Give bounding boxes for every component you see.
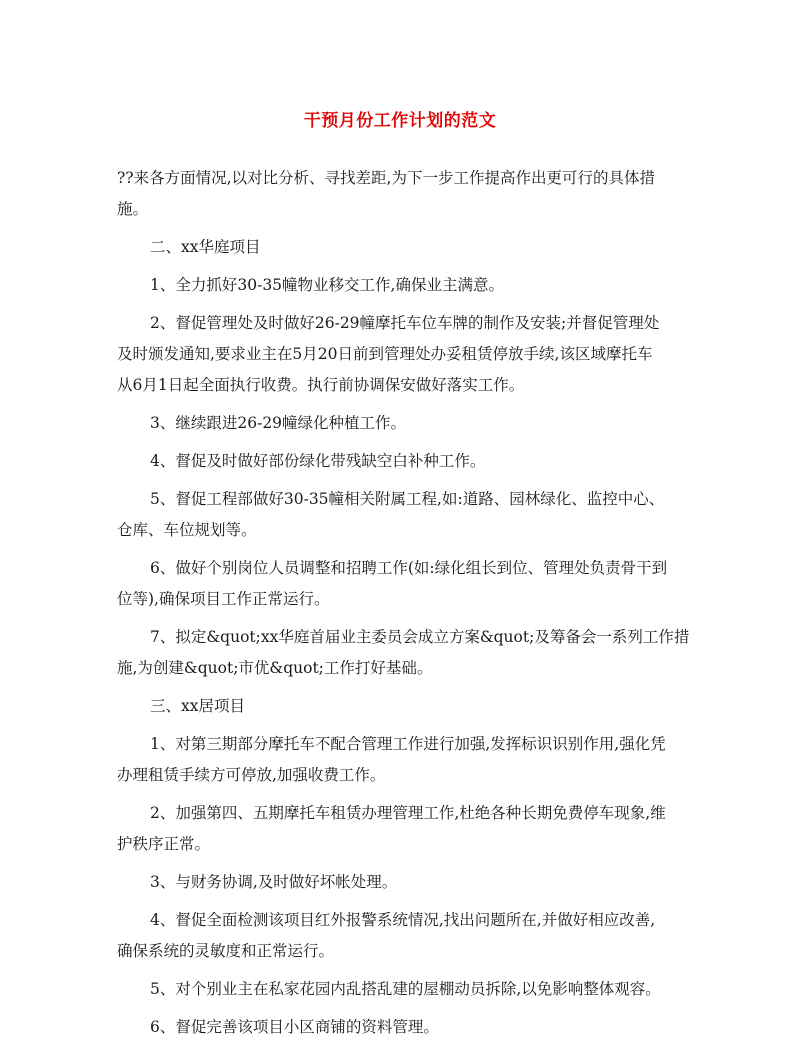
paragraph-line: 施,为创建&quot;市优&quot;工作打好基础。 [117,659,433,677]
list-item: 1、全力抓好30-35幢物业移交工作,确保业主满意。 [150,276,504,294]
list-item: 4、督促全面检测该项目红外报警系统情况,找出问题所在,并做好相应改善, [150,911,656,929]
list-item: 5、对个别业主在私家花园内乱搭乱建的屋棚动员拆除,以免影响整体观容。 [150,980,661,998]
list-item: 4、督促及时做好部份绿化带残缺空白补种工作。 [150,452,486,470]
paragraph-line: 位等),确保项目工作正常运行。 [117,590,330,608]
document-title: 干预月份工作计划的范文 [303,111,497,131]
paragraph-line: 施。 [117,200,149,218]
list-item: 6、做好个别岗位人员调整和招聘工作(如:绿化组长到位、管理处负责骨干到 [150,559,668,577]
document-body [117,163,690,1043]
paragraph-line: 及时颁发通知,要求业主在5月20日前到管理处办妥租赁停放手续,该区域摩托车 [117,345,653,363]
paragraph-line: 从6月1日起全面执行收费。执行前协调保安做好落实工作。 [117,376,525,394]
list-item: 2、督促管理处及时做好26-29幢摩托车位车牌的制作及安装;并督促管理处 [150,314,660,332]
paragraph-line: 确保系统的灵敏度和正常运行。 [117,942,335,960]
paragraph-line: 办理租赁手续方可停放,加强收费工作。 [117,766,386,784]
list-item: 6、督促完善该项目小区商铺的资料管理。 [150,1018,439,1036]
list-item: 5、督促工程部做好30-35幢相关附属工程,如:道路、园林绿化、监控中心、 [150,490,665,508]
paragraph-line: 仓库、车位规划等。 [117,521,257,539]
list-item: 1、对第三期部分摩托车不配合管理工作进行加强,发挥标识识别作用,强化凭 [150,735,666,753]
paragraph-line: 护秩序正常。 [117,835,211,853]
section-heading: 二、xx华庭项目 [150,238,261,256]
list-item: 7、拟定&quot;xx华庭首届业主委员会成立方案&quot;及筹备会一系列工作措 [150,628,690,646]
list-item: 3、继续跟进26-29幢绿化种植工作。 [150,414,407,432]
section-heading: 三、xx居项目 [150,697,245,715]
list-item: 2、加强第四、五期摩托车租赁办理管理工作,杜绝各种长期免费停车现象,维 [150,804,666,822]
list-item: 3、与财务协调,及时做好坏帐处理。 [150,873,398,891]
paragraph-line: ??来各方面情况,以对比分析、寻找差距,为下一步工作提高作出更可行的具体措 [117,169,655,187]
